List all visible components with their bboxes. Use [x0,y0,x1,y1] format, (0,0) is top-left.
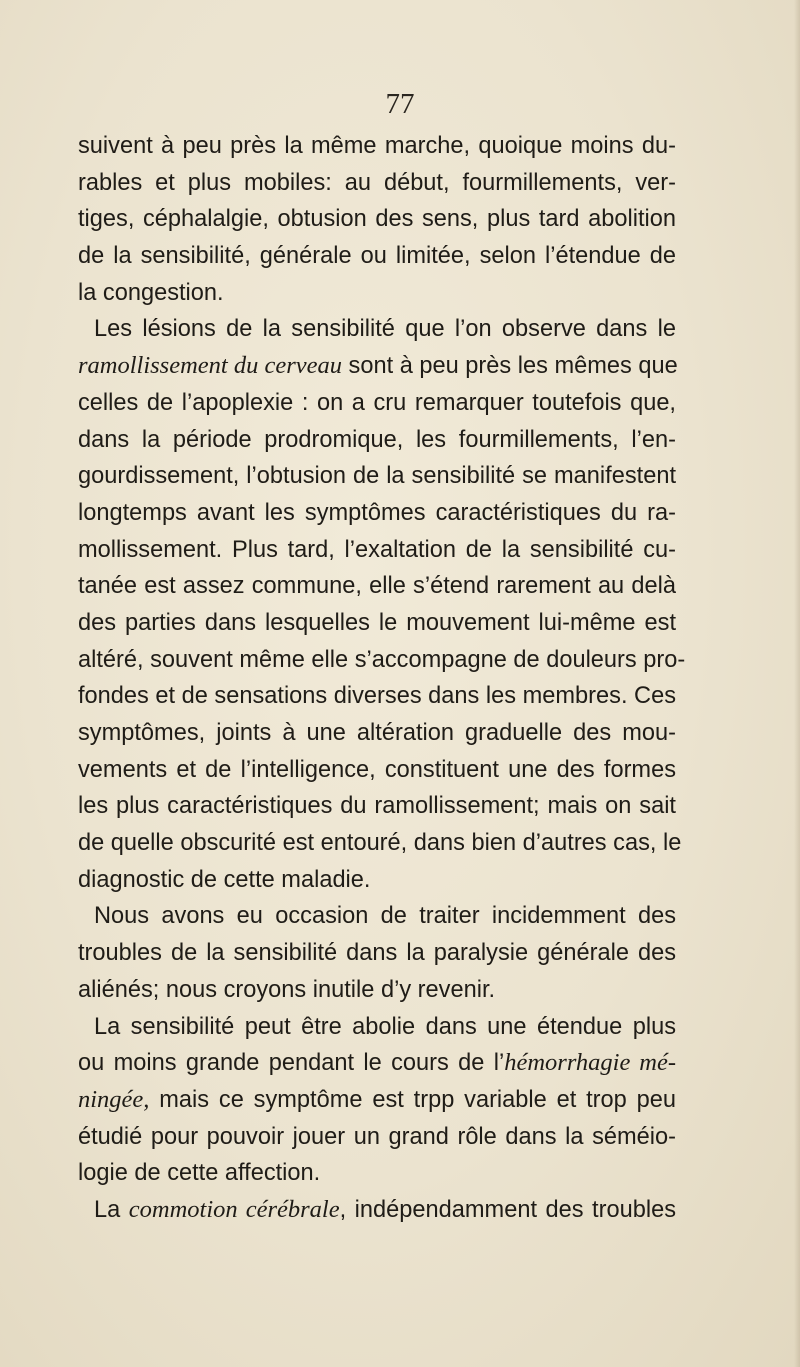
text-line [78,1082,676,1119]
text-line [78,201,676,238]
text-segment: symptômes, joints à une altération graduelle des mou- [78,720,676,746]
text-line [78,1192,676,1229]
text-line [78,1009,676,1046]
text-segment: tanée est assez commune, elle s’étend rarement au delà [78,573,676,600]
text-line [78,788,676,825]
text-line [78,458,676,495]
text-line [78,348,676,385]
text-segment: La [94,1196,129,1223]
text-segment: Nous avons eu occasion de traiter incidemment des [94,903,676,930]
text-line [78,532,676,569]
italic-phrase: commotion cérébrale [128,1195,340,1223]
text-segment: celles de l’apoplexie : on a cru remarquer toutefois que, [78,389,676,416]
text-line [78,825,682,862]
text-line [78,422,676,459]
text-line [78,385,676,422]
text-line [78,862,676,899]
text-line [78,642,686,679]
text-segment: , indépendamment des troubles [339,1196,676,1223]
text-line [78,678,676,715]
text-line [78,752,676,789]
italic-phrase: ramollissement du cerveau [78,352,342,380]
page-number: 77 [385,88,415,120]
text-segment: Les lésions de la sensibilité que l’on observe dans le [94,316,676,343]
text-segment: altéré, souvent même elle s’accompagne de douleurs pro- [78,646,686,673]
text-segment: dans la période prodromique, les fourmillements, l’en- [78,426,676,453]
text-segment: La sensibilité peut être abolie dans une étendue plus [94,1013,676,1040]
text-segment: longtemps avant les symptômes caractéristiques du ra- [78,499,676,526]
text-line [78,495,676,532]
text-line [78,972,676,1009]
text-segment: de quelle obscurité est entouré, dans bien d’autres cas, le [78,830,682,857]
text-segment: fondes et de sensations diverses dans les membres. Ces [78,683,677,710]
text-segment: sont à peu près les mêmes que [342,353,678,380]
italic-phrase: ningée, [78,1085,150,1113]
italic-phrase: hémorrhagie mé- [504,1049,676,1077]
text-segment: vements et de l’intelligence, constituent une des formes [78,756,676,783]
text-line [78,568,676,605]
text-line [78,935,676,972]
text-segment: gourdissement, l’obtusion de la sensibilité se manifestent [78,463,676,490]
text-line [78,1119,676,1156]
text-segment: les plus caractéristiques du ramollissement; mais on sait [78,793,676,820]
text-segment: mollissement. Plus tard, l’exaltation de la sensibilité cu- [78,536,676,563]
text-line [78,898,676,935]
text-line [78,238,676,275]
text-line [78,128,676,165]
text-segment: des parties dans lesquelles le mouvement lui-même est [78,609,676,636]
text-segment: de la sensibilité, générale ou limitée, selon l’étendue de [78,243,676,270]
text-line [78,1155,676,1192]
text-segment: rables et plus mobiles: au début, fourmillements, ver- [78,169,676,196]
text-line [78,311,676,348]
text-segment: étudié pour pouvoir jouer un grand rôle dans la séméio- [78,1123,676,1150]
text-line [78,1045,676,1082]
text-segment: tiges, céphalalgie, obtusion des sens, plus tard abolition [78,206,676,233]
text-segment: aliénés; nous croyons inutile d’y revenir. [78,976,496,1003]
text-line [78,275,676,312]
text-segment: suivent à peu près la même marche, quoique moins du- [78,133,676,159]
text-line [78,605,676,642]
text-segment: ou moins grande pendant le cours de l’ [78,1050,505,1077]
text-segment: logie de cette affection. [78,1160,321,1187]
text-segment: diagnostic de cette maladie. [78,866,371,893]
text-line [78,715,676,752]
body-text [78,128,686,1229]
text-segment: la congestion. [78,279,224,306]
page-edge-shadow [794,0,800,1367]
text-segment: troubles de la sensibilité dans la paralysie générale des [78,940,676,967]
text-segment: mais ce symptôme est trpp variable et trop peu [149,1086,676,1113]
text-line [78,165,676,202]
